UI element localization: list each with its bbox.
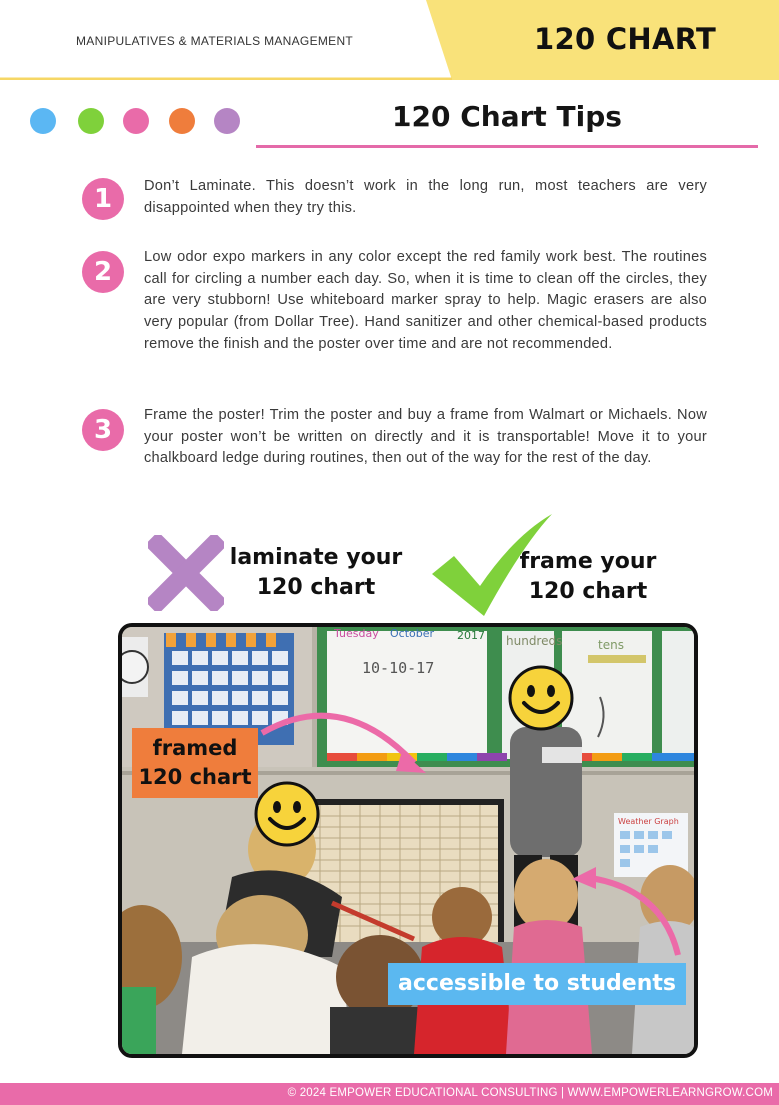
dot-green — [78, 108, 104, 134]
accessible-label: accessible to students — [388, 963, 686, 1005]
weather-graph-title: Weather Graph — [618, 817, 679, 826]
footer-text: © 2024 EMPOWER EDUCATIONAL CONSULTING | WWW.EMPOWERLEARNGROW.COM — [287, 1087, 773, 1099]
cross-icon — [148, 535, 224, 611]
tip-number-3: 3 — [82, 409, 124, 451]
hundreds-label: hundreds — [506, 634, 563, 648]
section-rule — [256, 145, 758, 148]
dot-pink — [123, 108, 149, 134]
classroom-photo — [118, 623, 698, 1058]
tip-text-1: Don’t Laminate. This doesn’t work in the long run, most teachers are very disappointed when they try this. — [144, 178, 707, 216]
dot-orange — [169, 108, 195, 134]
header-title: 120 CHART — [534, 22, 717, 56]
header-subtitle: MANIPULATIVES & MATERIALS MANAGEMENT — [76, 34, 354, 48]
calendar-tag: Tuesday — [334, 627, 379, 640]
calendar-month: October — [390, 627, 435, 640]
dont-caption-line2: 120 chart — [256, 575, 376, 600]
dont-caption — [226, 543, 406, 603]
framed-chart-label-line2: 120 chart — [138, 765, 252, 789]
framed-chart-label-line1: framed — [152, 736, 238, 760]
smiley-icon-teacher — [508, 665, 574, 731]
footer-bar — [0, 1083, 779, 1105]
tens-label: tens — [598, 638, 624, 652]
do-caption-line2: 120 chart — [528, 579, 648, 604]
section-title: 120 Chart Tips — [392, 100, 622, 133]
smiley-icon-student — [254, 781, 320, 847]
do-caption — [508, 547, 668, 607]
tip-text-2: Low odor expo markers in any color except the red family work best. The routines call for circling a number each day. So, when it is time to clean off the circles, they are very stubborn! Use whiteboard marker spray to help. Magic erasers are also very popular (from Dollar Tree). Hand sanitizer and other chemical-based products remove the finish and the poster over time and are not recommended. — [144, 249, 707, 352]
framed-chart-label — [132, 728, 258, 798]
do-caption-line1: frame your — [519, 549, 657, 574]
tip-number-1: 1 — [82, 178, 124, 220]
tip-number-2: 2 — [82, 251, 124, 293]
board-date: 10-10-17 — [362, 659, 435, 677]
dont-caption-line1: laminate your — [229, 545, 403, 570]
dot-purple — [214, 108, 240, 134]
tip-text-3: Frame the poster! Trim the poster and buy a frame from Walmart or Michaels. Now your poster won’t be written on directly and it is transportable! Move it to your chalkboard ledge during routines, then out of the way for the rest of the day. — [144, 407, 707, 467]
dot-blue — [30, 108, 56, 134]
calendar-year: 2017 — [457, 629, 485, 642]
